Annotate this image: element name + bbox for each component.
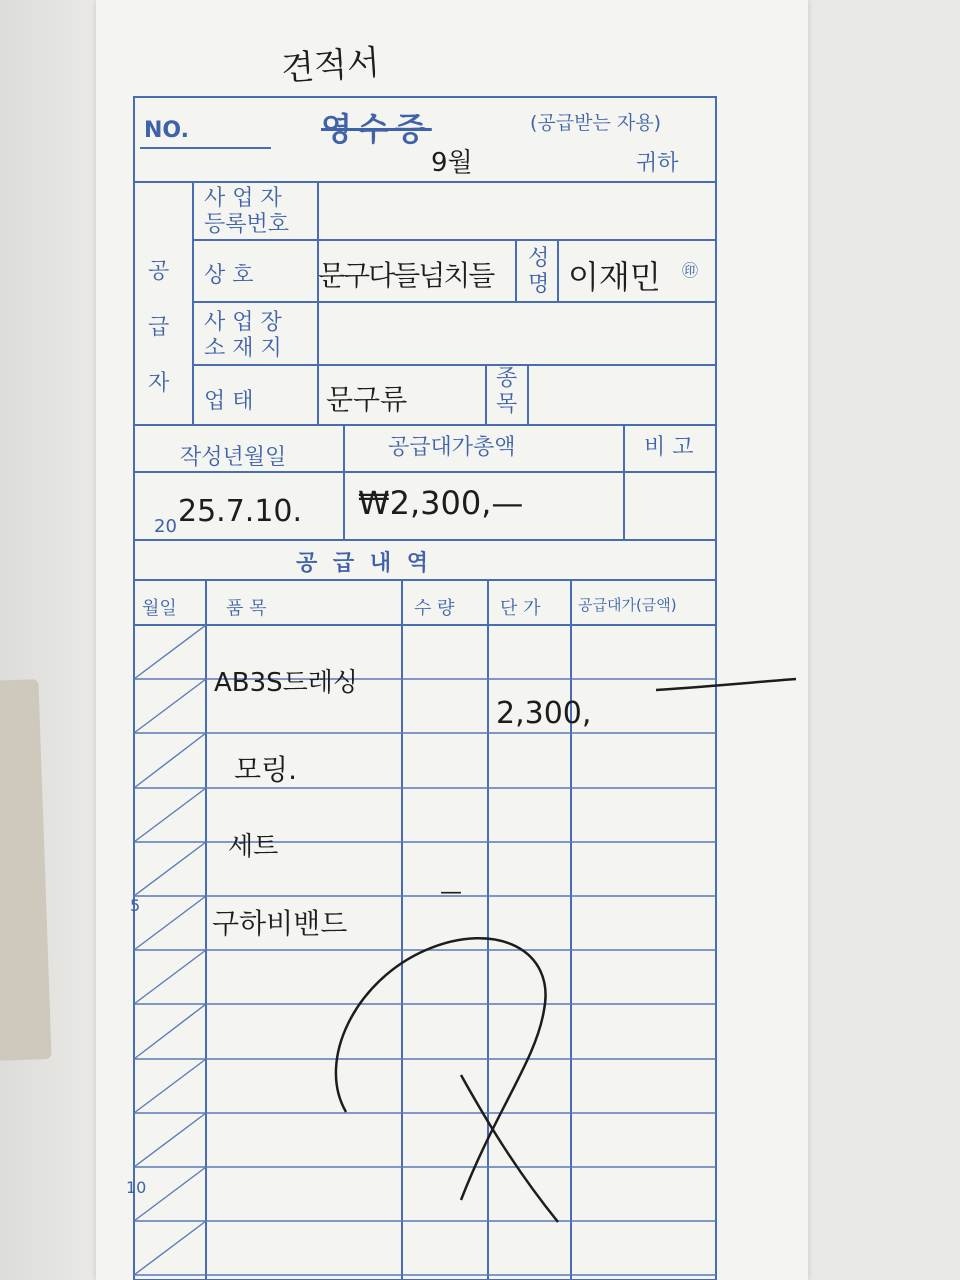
column-header-unit-price: 단 가: [500, 598, 541, 619]
price-dash-stroke: [656, 679, 796, 690]
document-title: 영수증: [321, 110, 432, 148]
label-line: 성: [528, 246, 550, 271]
details-title: 공 급 내 역: [296, 551, 432, 576]
row-marker-5: 5: [130, 896, 141, 915]
column-header-quantity: 수 량: [414, 598, 455, 619]
item-1: AB3S드레싱: [214, 668, 359, 698]
total-label: 공급대가총액: [388, 435, 516, 460]
date-prefix: 20: [154, 516, 177, 537]
background-left: [0, 0, 110, 1280]
date-label: 작성년월일: [180, 445, 287, 470]
no-label: NO.: [144, 118, 189, 143]
honorific-label: 귀하: [636, 151, 679, 176]
item-2: 모링.: [234, 753, 297, 786]
seal-mark: ㊞: [682, 261, 699, 280]
label-line: 사 업 자: [204, 186, 282, 211]
side-char: 공: [148, 259, 170, 284]
date-value: 25.7.10.: [178, 494, 303, 529]
item-3: 세트: [228, 832, 279, 862]
column-header-date: 월일: [142, 598, 177, 619]
remarks-label: 비 고: [644, 435, 694, 460]
side-char: 자: [148, 371, 170, 396]
column-header-item: 품 목: [226, 598, 267, 619]
label-line: 명: [528, 272, 550, 297]
unit-price: 2,300,: [496, 696, 592, 731]
representative-name: 이재민: [568, 258, 661, 296]
label-line: 사 업 장: [204, 310, 282, 335]
receipt-paper: [96, 0, 808, 1280]
item-4: 구하비밴드: [212, 907, 348, 940]
handwriting-strokes: [96, 0, 808, 1280]
label-line: 소 재 지: [204, 336, 282, 361]
company-label: 상 호: [204, 263, 254, 288]
document-subtitle: (공급받는 자용): [530, 112, 661, 134]
label-line: 목: [496, 392, 518, 417]
company-value: 문구다들넘치들: [318, 259, 494, 292]
business-type-value: 문구류: [326, 383, 408, 416]
label-line: 종: [496, 366, 518, 391]
column-header-amount: 공급대가(금액): [578, 596, 677, 614]
handwritten-title: 견적서: [279, 42, 382, 90]
side-char: 급: [148, 315, 170, 340]
business-type-label: 업 태: [204, 389, 254, 414]
total-amount: ₩2,300,—: [358, 484, 524, 522]
row-marker-10: 10: [126, 1178, 147, 1197]
recipient-name: 9월: [431, 148, 473, 178]
item-dash: —: [440, 880, 462, 905]
label-line: 등록번호: [204, 212, 290, 237]
